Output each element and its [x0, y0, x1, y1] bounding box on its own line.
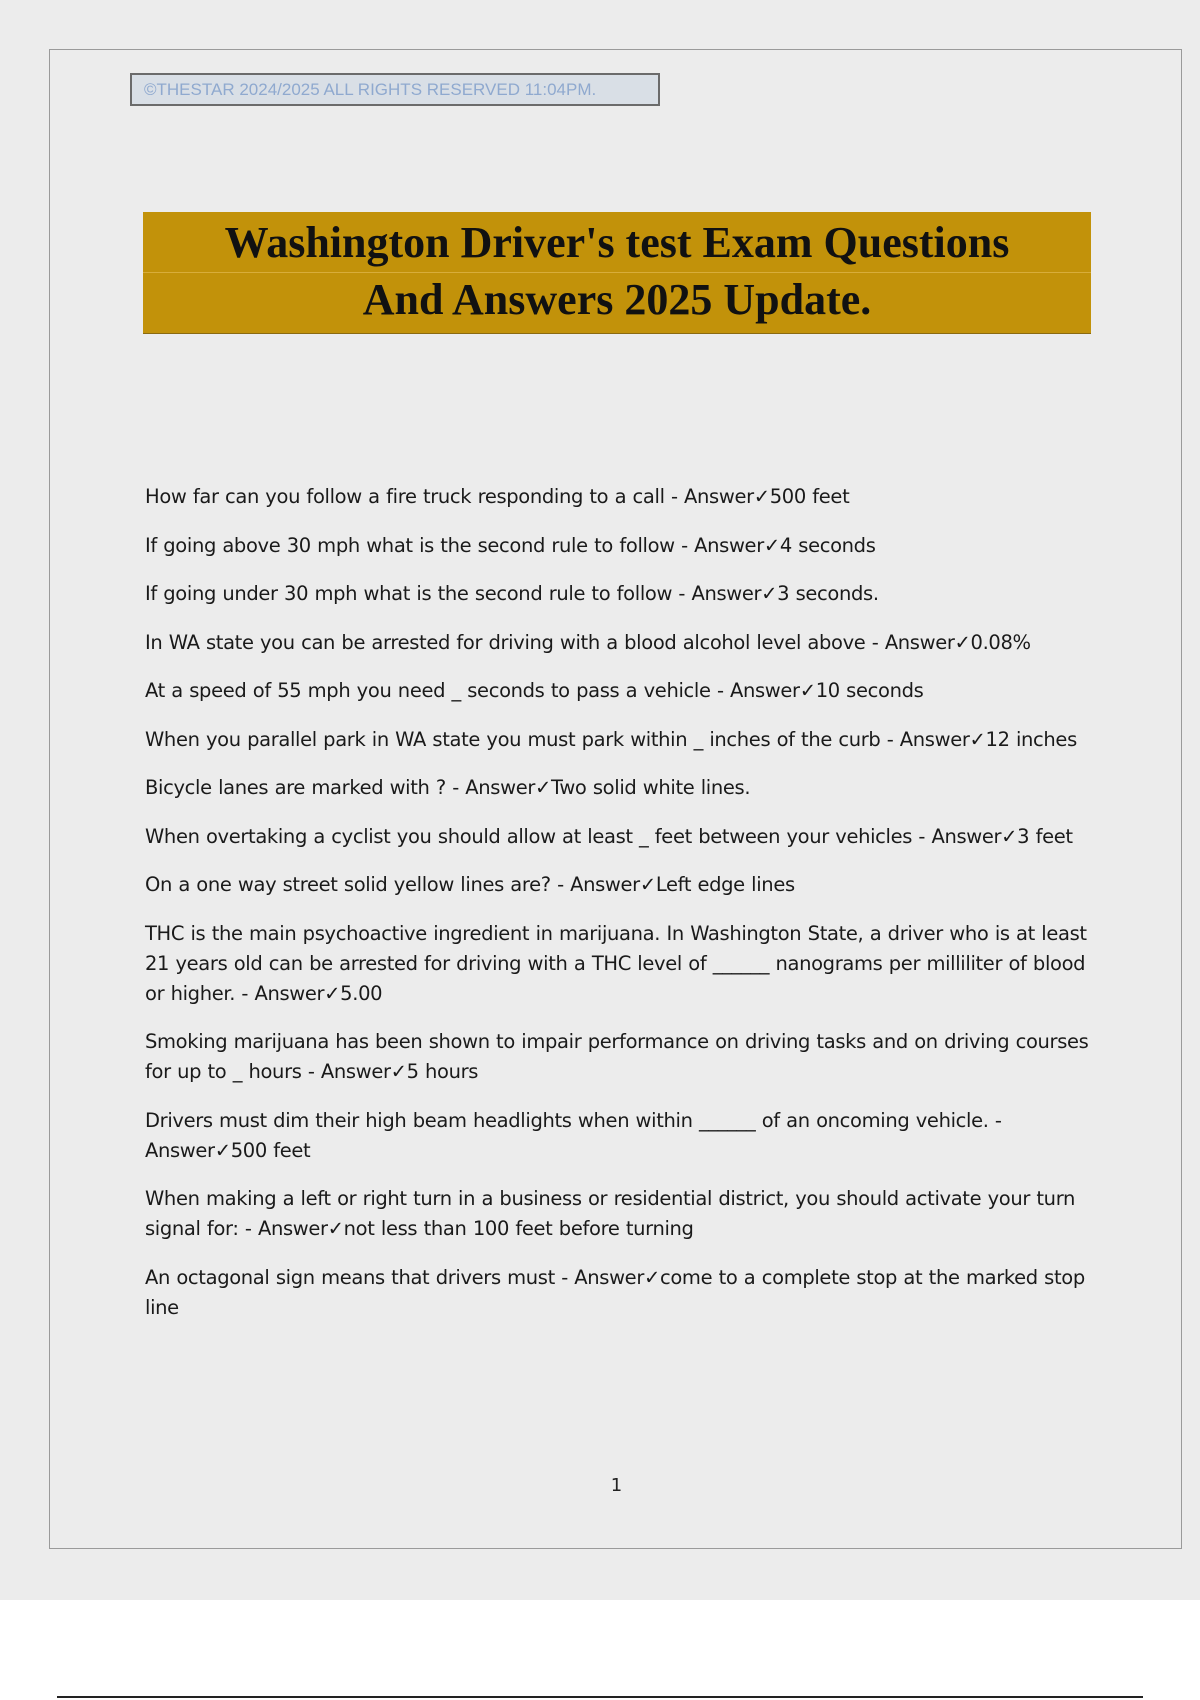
- qa-item: Smoking marijuana has been shown to impair performance on driving tasks and on driving courses for up to _ hours - Answer✓5 hours: [145, 1030, 1089, 1083]
- qa-item: An octagonal sign means that drivers must - Answer✓come to a complete stop at the marked stop line: [145, 1265, 1085, 1319]
- qa-item: When you parallel park in WA state you must park within _ inches of the curb - Answer✓12 inches: [145, 727, 1077, 751]
- page-number: 1: [610, 1475, 623, 1496]
- page-title-line-2: And Answers 2025 Update.: [362, 275, 872, 324]
- title-divider: [143, 272, 1091, 273]
- qa-item: THC is the main psychoactive ingredient in marijuana. In Washington State, a driver who is at least 21 years old can be arrested for driving with a THC level of ______ nanograms per milliliter of blood or higher. - Answer✓5.00: [145, 921, 1087, 1005]
- qa-item: In WA state you can be arrested for driving with a blood alcohol level above - Answer✓0.08%: [145, 630, 1031, 654]
- qa-item: Bicycle lanes are marked with ? - Answer✓Two solid white lines.: [145, 776, 751, 799]
- title-banner: [143, 212, 1091, 334]
- footer-rule: [57, 1696, 1143, 1698]
- qa-item: If going under 30 mph what is the second rule to follow - Answer✓3 seconds.: [145, 582, 879, 605]
- qa-item: At a speed of 55 mph you need _ seconds to pass a vehicle - Answer✓10 seconds: [145, 679, 924, 702]
- question-answer-list: [145, 482, 1090, 1341]
- page-title-line-1: Washington Driver's test Exam Questions: [224, 218, 1010, 267]
- qa-item: When making a left or right turn in a business or residential district, you should activate your turn signal for: - Answer✓not less than 100 feet before turning: [145, 1187, 1076, 1240]
- qa-item: When overtaking a cyclist you should allow at least _ feet between your vehicles - Answer✓3 feet: [145, 824, 1073, 848]
- copyright-notice: ©THESTAR 2024/2025 ALL RIGHTS RESERVED 11:04PM.: [130, 73, 660, 106]
- qa-item: On a one way street solid yellow lines are? - Answer✓Left edge lines: [145, 873, 795, 896]
- qa-item: How far can you follow a fire truck responding to a call - Answer✓500 feet: [145, 485, 850, 508]
- qa-item: If going above 30 mph what is the second rule to follow - Answer✓4 seconds: [145, 533, 876, 557]
- qa-item: Drivers must dim their high beam headlights when within ______ of an oncoming vehicle. - Answer✓500 feet: [145, 1108, 1002, 1162]
